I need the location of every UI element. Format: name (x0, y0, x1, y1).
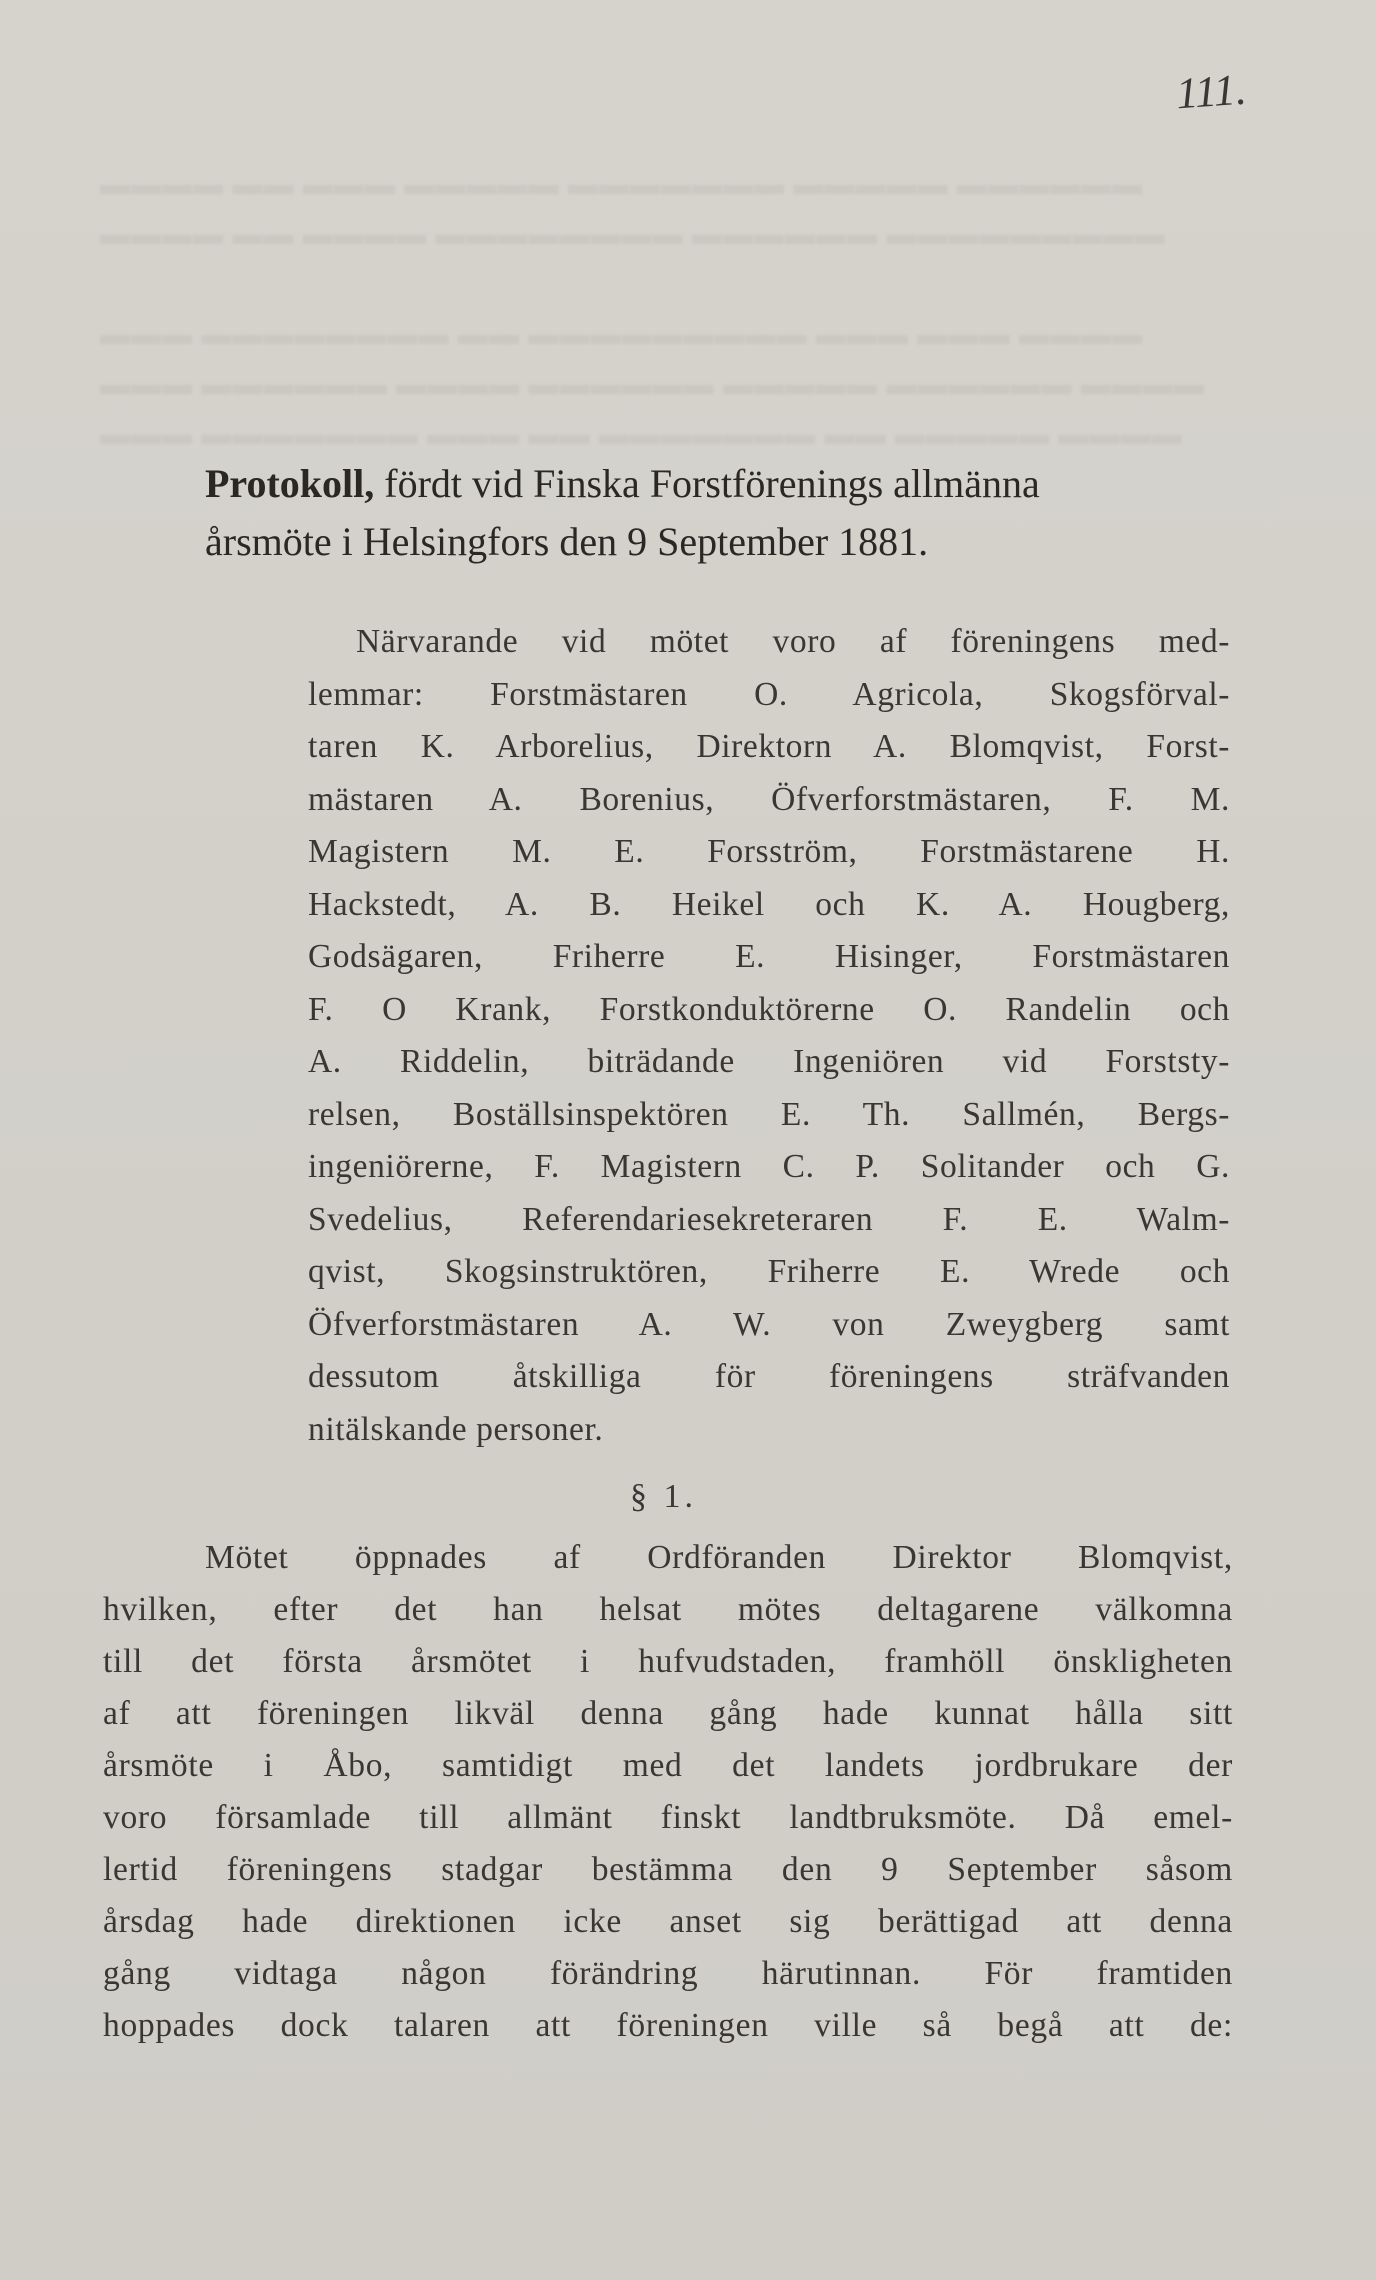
text-line: hoppades dock talaren att föreningen ville så begå att de: (103, 2007, 1233, 2044)
text-line: årsmöte i Åbo, samtidigt med det landets jordbrukare der (103, 1747, 1233, 1784)
text-line: relsen, Boställsinspektören E. Th. Sallmén, Bergs- (308, 1095, 1230, 1133)
text-line: af att föreningen likväl denna gång hade kunnat hålla sitt (103, 1695, 1233, 1732)
section-1-paragraph (103, 1532, 1233, 2052)
heading-line-1 (205, 455, 1235, 513)
text-line: dessutom åtskilliga för föreningens sträfvanden (308, 1358, 1230, 1395)
show-through-texture: ▬▬▬▬ ▬▬ ▬▬▬▬ ▬▬▬▬▬▬▬▬ ▬▬▬▬▬▬ ▬▬▬▬▬▬▬▬▬ (100, 218, 1166, 251)
text-line: lemmar: Forstmästaren O. Agricola, Skogsförval- (308, 675, 1230, 713)
show-through-texture: ▬▬▬ ▬▬▬▬▬▬▬ ▬▬▬ ▬▬ ▬▬▬▬▬▬▬ ▬▬ ▬▬▬▬▬ ▬▬▬▬ (100, 418, 1183, 451)
text-line: A. Riddelin, biträdande Ingeniören vid Forststy- (308, 1043, 1230, 1080)
heading-bold-word: Protokoll, (205, 461, 375, 506)
text-line: till det första årsmötet i hufvudstaden, framhöll önskligheten (103, 1643, 1233, 1680)
text-line: F. O Krank, Forstkonduktörerne O. Randelin och (308, 990, 1230, 1028)
text-line: Mötet öppnades af Ordföranden Direktor Blomqvist, (205, 1539, 1233, 1576)
text-line: hvilken, efter det han helsat mötes deltagarene välkomna (103, 1591, 1233, 1628)
text-line: Magistern M. E. Forsström, Forstmästarene H. (308, 833, 1230, 870)
text-line: nitälskande personer. (308, 1410, 604, 1448)
heading-line-2: årsmöte i Helsingfors den 9 September 1881. (205, 519, 929, 564)
text-line: Godsägaren, Friherre E. Hisinger, Forstmästaren (308, 938, 1230, 975)
text-line: Öfverforstmästaren A. W. von Zweygberg samt (308, 1305, 1230, 1343)
text-line: taren K. Arborelius, Direktorn A. Blomqvist, Forst- (308, 728, 1230, 765)
attendees-paragraph (308, 616, 1230, 1456)
heading-line-1-rest: fördt vid Finska Forstförenings allmänna (384, 461, 1040, 506)
text-line: årsdag hade direktionen icke anset sig berättigad att denna (103, 1903, 1233, 1940)
text-line: lertid föreningens stadgar bestämma den 9 September såsom (103, 1851, 1233, 1888)
text-line: Hackstedt, A. B. Heikel och K. A. Hougberg, (308, 885, 1230, 923)
show-through-texture: ▬▬▬▬ ▬▬ ▬▬▬ ▬▬▬▬▬ ▬▬▬▬▬▬▬ ▬▬▬▬▬ ▬▬▬▬▬▬ (100, 168, 1143, 201)
show-through-texture: ▬▬▬ ▬▬▬▬▬▬ ▬▬▬▬ ▬▬▬▬▬▬ ▬▬▬▬▬ ▬▬▬▬▬▬ ▬▬▬▬ (100, 368, 1205, 401)
text-line: qvist, Skogsinstruktören, Friherre E. Wrede och (308, 1253, 1230, 1290)
text-line: gång vidtaga någon förändring härutinnan. För framtiden (103, 1955, 1233, 1992)
text-line: Närvarande vid mötet voro af föreningens med- (356, 623, 1230, 660)
text-line: voro församlade till allmänt finskt landtbruksmöte. Då emel- (103, 1799, 1233, 1836)
text-line: mästaren A. Borenius, Öfverforstmästaren, F. M. (308, 780, 1230, 818)
protocol-heading (205, 455, 1235, 571)
text-line: ingeniörerne, F. Magistern C. P. Solitander och G. (308, 1148, 1230, 1185)
page-number: 111. (1174, 64, 1249, 119)
text-line: Svedelius, Referendariesekreteraren F. E. Walm- (308, 1200, 1230, 1238)
section-heading: § 1. (630, 1478, 697, 1515)
show-through-texture: ▬▬▬ ▬▬▬▬▬▬▬▬ ▬▬ ▬▬▬▬▬▬▬▬▬ ▬▬▬ ▬▬▬ ▬▬▬▬ (100, 318, 1143, 351)
